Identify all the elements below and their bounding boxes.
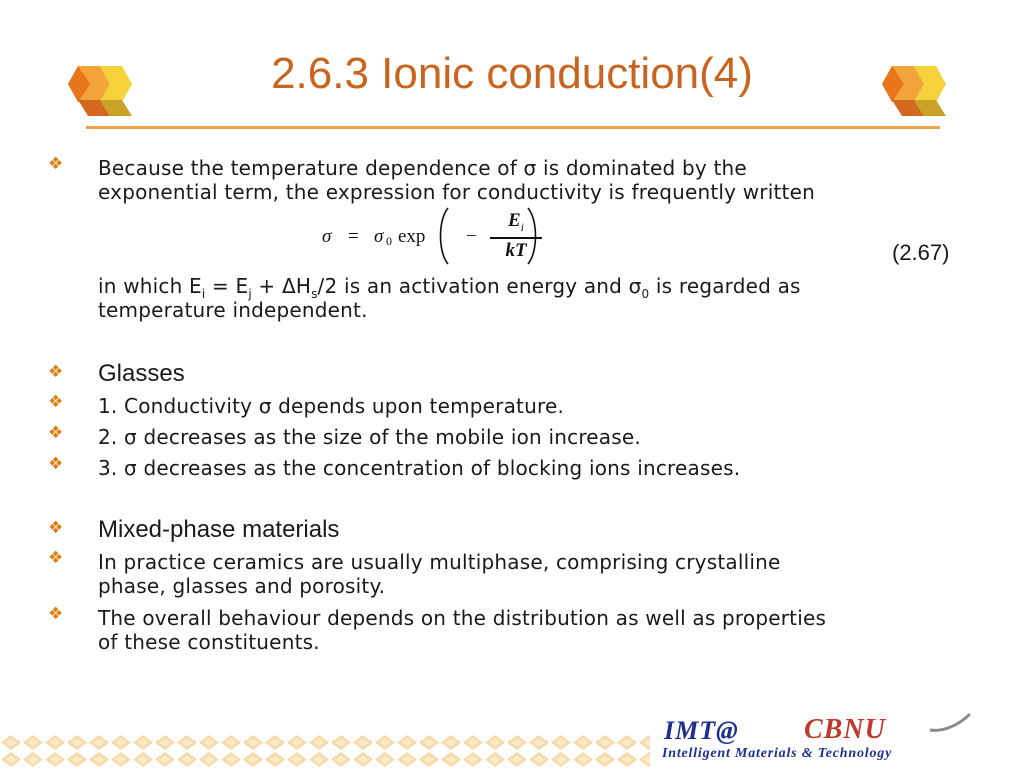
bullet-diamond-icon: ❖	[48, 604, 64, 624]
glasses-heading: Glasses	[98, 360, 185, 387]
explanation-line-1: in which $E_i = E_j + \Delta H_s/2$ is an activation energy and $\sigma_0$ is regarded as	[98, 274, 801, 301]
bullet-diamond-icon: ❖	[48, 362, 64, 382]
mixed-item-2-line-2: of these constituents.	[98, 630, 320, 654]
formula-exp: exp	[398, 226, 426, 247]
glasses-item-text: 3. σ decreases as the concentration of blocking ions increases.	[98, 456, 741, 480]
logo-cbnu-text: CBNU	[804, 714, 886, 745]
logo-imt-text: IMT@	[664, 716, 739, 745]
intro-line-2: exponential term, the expression for conductivity is frequently written	[98, 180, 815, 204]
logo-swoosh-icon	[928, 712, 974, 734]
logo-tagline: Intelligent Materials & Technology	[662, 746, 893, 761]
glasses-item-text: 1. Conductivity σ depends upon temperature.	[98, 394, 565, 418]
explanation-line-2: temperature independent.	[98, 298, 368, 322]
formula-left-paren-icon	[436, 206, 450, 266]
mixed-item-2-line-1: The overall behaviour depends on the distribution as well as properties	[98, 606, 827, 630]
imt-cbnu-logo	[658, 712, 998, 766]
equation-number: (2.67)	[892, 240, 950, 265]
bullet-diamond-icon: ❖	[48, 154, 64, 174]
glasses-item-text: 2. σ decreases as the size of the mobile ion increase.	[98, 425, 641, 449]
intro-line-1: Because the temperature dependence of σ is dominated by the	[98, 156, 747, 180]
formula-sigma0: σ	[374, 226, 384, 247]
bullet-diamond-icon: ❖	[48, 392, 64, 412]
formula-equals: =	[348, 226, 359, 247]
formula-sub-zero: 0	[386, 234, 392, 248]
mixed-item-1-line-2: phase, glasses and porosity.	[98, 574, 386, 598]
formula-numerator: $E_i$	[507, 210, 525, 234]
formula-sigma: σ	[322, 226, 332, 247]
footer-diamond-pattern	[0, 734, 650, 768]
bullet-diamond-icon: ❖	[48, 548, 64, 568]
mixed-item-1-line-1: In practice ceramics are usually multiphase, comprising crystalline	[98, 550, 781, 574]
bullet-diamond-icon: ❖	[48, 518, 64, 538]
formula-minus: −	[466, 226, 477, 247]
slide-title: 2.6.3 Ionic conduction(4)	[271, 49, 753, 98]
title-divider	[86, 126, 940, 129]
bullet-diamond-icon: ❖	[48, 454, 64, 474]
bullet-diamond-icon: ❖	[48, 423, 64, 443]
mixed-heading: Mixed-phase materials	[98, 516, 340, 543]
formula-denominator: kT	[505, 240, 527, 261]
formula-right-paren-icon	[526, 206, 540, 266]
